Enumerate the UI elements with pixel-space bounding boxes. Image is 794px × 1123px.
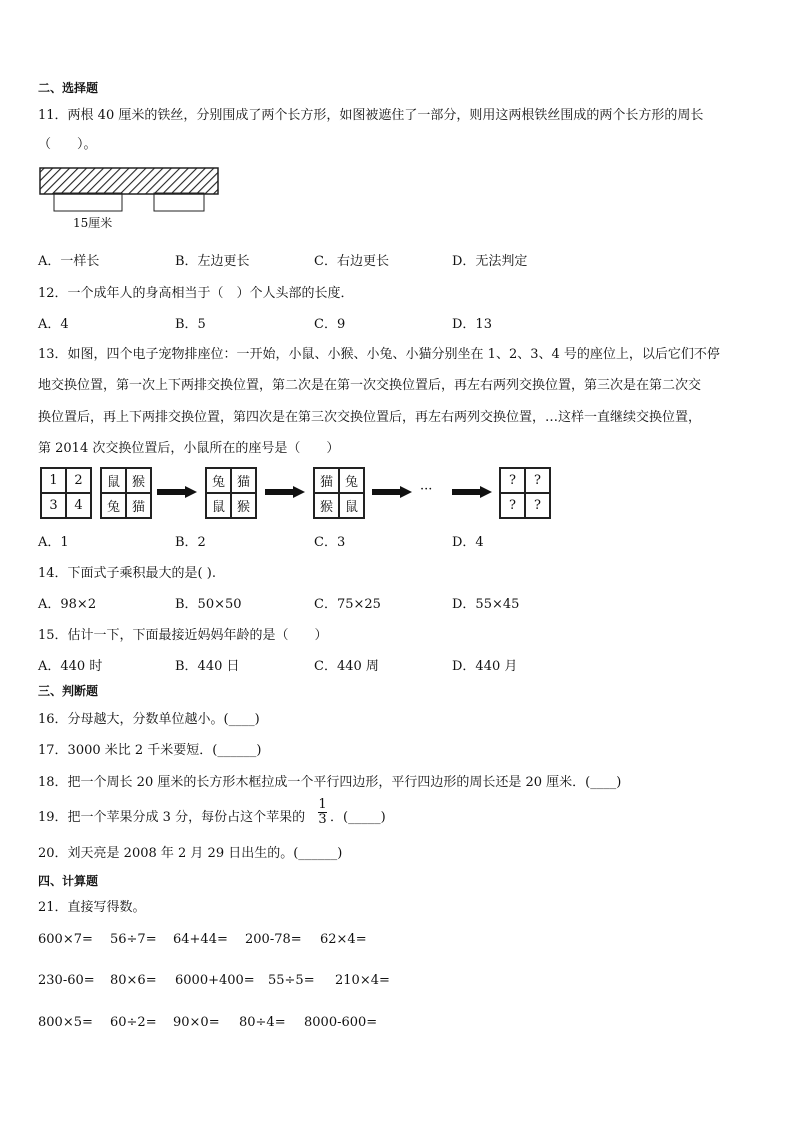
question-12-text: 12．一个成年人的身高相当于（ ）个人头部的长度． — [38, 286, 354, 301]
question-19-blank: ．(_____) — [330, 810, 386, 825]
calc-item: 62×4= — [320, 932, 367, 947]
seat-grid-step1 — [205, 467, 257, 519]
question-14-text: 14．下面式子乘积最大的是( ). — [38, 566, 216, 581]
q12-option-d[interactable]: D．13 — [452, 317, 492, 332]
grid-cell: ? — [525, 493, 550, 518]
grid-cell: 1 — [41, 468, 66, 493]
question-13-line3: 换位置后，再上下两排交换位置，第四次是在第三次交换位置后，再左右两列交换位置，…这样一直继续交换位置， — [38, 410, 702, 425]
grid-cell: 猫 — [314, 468, 339, 493]
calc-item: 800×5= — [38, 1015, 93, 1030]
calc-item: 210×4= — [335, 973, 390, 988]
grid-cell: 猴 — [314, 493, 339, 518]
question-16-text: 16．分母越大，分数单位越小。(____) — [38, 712, 260, 727]
question-21-text: 21．直接写得数。 — [38, 900, 146, 915]
q14-option-a[interactable]: A．98×2 — [38, 597, 97, 612]
arrow-icon — [452, 486, 492, 498]
grid-cell: 兔 — [101, 493, 126, 518]
q12-option-a[interactable]: A．4 — [38, 317, 69, 332]
grid-cell: ? — [525, 468, 550, 493]
grid-cell: 猫 — [231, 468, 256, 493]
calc-item: 600×7= — [38, 932, 93, 947]
calc-item: 200-78= — [245, 932, 302, 947]
grid-cell: 3 — [41, 493, 66, 518]
grid-cell: 猫 — [126, 493, 151, 518]
question-13-line4: 第 2014 次交换位置后，小鼠所在的座号是（ ） — [38, 441, 340, 456]
question-19-text: 19．把一个苹果分成 3 分，每份占这个苹果的 — [38, 810, 306, 825]
grid-cell: 2 — [66, 468, 91, 493]
arrow-icon — [372, 486, 412, 498]
question-18-text: 18．把一个周长 20 厘米的长方形木框拉成一个平行四边形，平行四边形的周长还是 20 厘米．(____) — [38, 775, 622, 790]
question-20-text: 20．刘天亮是 2008 年 2 月 29 日出生的。(______) — [38, 846, 343, 861]
q14-option-b[interactable]: B．50×50 — [175, 597, 242, 612]
seat-grid-step2 — [313, 467, 365, 519]
grid-cell: 鼠 — [101, 468, 126, 493]
q13-option-b[interactable]: B．2 — [175, 535, 206, 550]
seat-grid-numbers — [40, 467, 92, 519]
question-11-text: 11．两根 40 厘米的铁丝，分别围成了两个长方形，如图被遮住了一部分，则用这两根铁丝围成的两个长方形的周长 — [38, 108, 704, 123]
q12-option-b[interactable]: B．5 — [175, 317, 206, 332]
calc-item: 64+44= — [173, 932, 228, 947]
question-13-line1: 13．如图，四个电子宠物排座位：一开始，小鼠、小猴、小兔、小猫分别坐在 1、2、3、4 号的座位上，以后它们不停 — [38, 347, 720, 362]
calc-item: 60÷2= — [110, 1015, 157, 1030]
q15-option-a[interactable]: A．440 时 — [38, 659, 103, 674]
grid-cell: 4 — [66, 493, 91, 518]
fraction-denominator: 3 — [318, 812, 327, 827]
q11-option-a[interactable]: A．一样长 — [38, 254, 100, 269]
q11-option-d[interactable]: D．无法判定 — [452, 254, 528, 269]
q14-option-c[interactable]: C．75×25 — [314, 597, 381, 612]
grid-cell: 鼠 — [339, 493, 364, 518]
grid-cell: 猴 — [126, 468, 151, 493]
question-15-text: 15．估计一下，下面最接近妈妈年龄的是（ ） — [38, 628, 328, 643]
rectangles-figure — [38, 165, 224, 231]
section-heading-judge: 三、判断题 — [38, 684, 99, 698]
calc-item: 80÷4= — [239, 1015, 286, 1030]
calc-item: 90×0= — [173, 1015, 220, 1030]
calc-item: 230-60= — [38, 973, 95, 988]
right-rectangle — [154, 193, 204, 211]
q11-option-b[interactable]: B．左边更长 — [175, 254, 250, 269]
grid-cell: 猴 — [231, 493, 256, 518]
calc-item: 6000+400= — [175, 973, 255, 988]
seat-grid-unknown — [499, 467, 551, 519]
q15-option-b[interactable]: B．440 日 — [175, 659, 240, 674]
section-heading-calc: 四、计算题 — [38, 874, 99, 888]
ellipsis: ··· — [420, 482, 433, 497]
figure-length-label: 15厘米 — [73, 216, 113, 230]
q13-option-a[interactable]: A．1 — [38, 535, 69, 550]
q12-option-c[interactable]: C．9 — [314, 317, 346, 332]
grid-cell: ? — [500, 493, 525, 518]
fraction-one-third — [318, 798, 327, 827]
fraction-numerator: 1 — [318, 797, 327, 812]
q11-option-c[interactable]: C．右边更长 — [314, 254, 389, 269]
arrow-icon — [265, 486, 305, 498]
left-rectangle — [54, 193, 122, 211]
seat-grid-start — [100, 467, 152, 519]
calc-item: 80×6= — [110, 973, 157, 988]
grid-cell: 兔 — [339, 468, 364, 493]
arrow-icon — [157, 486, 197, 498]
grid-cell: 鼠 — [206, 493, 231, 518]
grid-cell: ? — [500, 468, 525, 493]
q15-option-c[interactable]: C．440 周 — [314, 659, 379, 674]
cover-board — [40, 168, 218, 194]
q13-option-c[interactable]: C．3 — [314, 535, 346, 550]
q13-option-d[interactable]: D．4 — [452, 535, 484, 550]
question-17-text: 17．3000 米比 2 千米要短．(______) — [38, 743, 262, 758]
question-11-blank: （ ）。 — [38, 137, 97, 152]
grid-cell: 兔 — [206, 468, 231, 493]
question-13-line2: 地交换位置，第一次上下两排交换位置，第二次是在第一次交换位置后，再左右两列交换位置，第三次是在第二次交 — [38, 378, 702, 393]
q14-option-d[interactable]: D．55×45 — [452, 597, 520, 612]
section-heading-choice: 二、选择题 — [38, 81, 99, 95]
q15-option-d[interactable]: D．440 月 — [452, 659, 518, 674]
calc-item: 56÷7= — [110, 932, 157, 947]
calc-item: 8000-600= — [304, 1015, 378, 1030]
calc-item: 55÷5= — [268, 973, 315, 988]
